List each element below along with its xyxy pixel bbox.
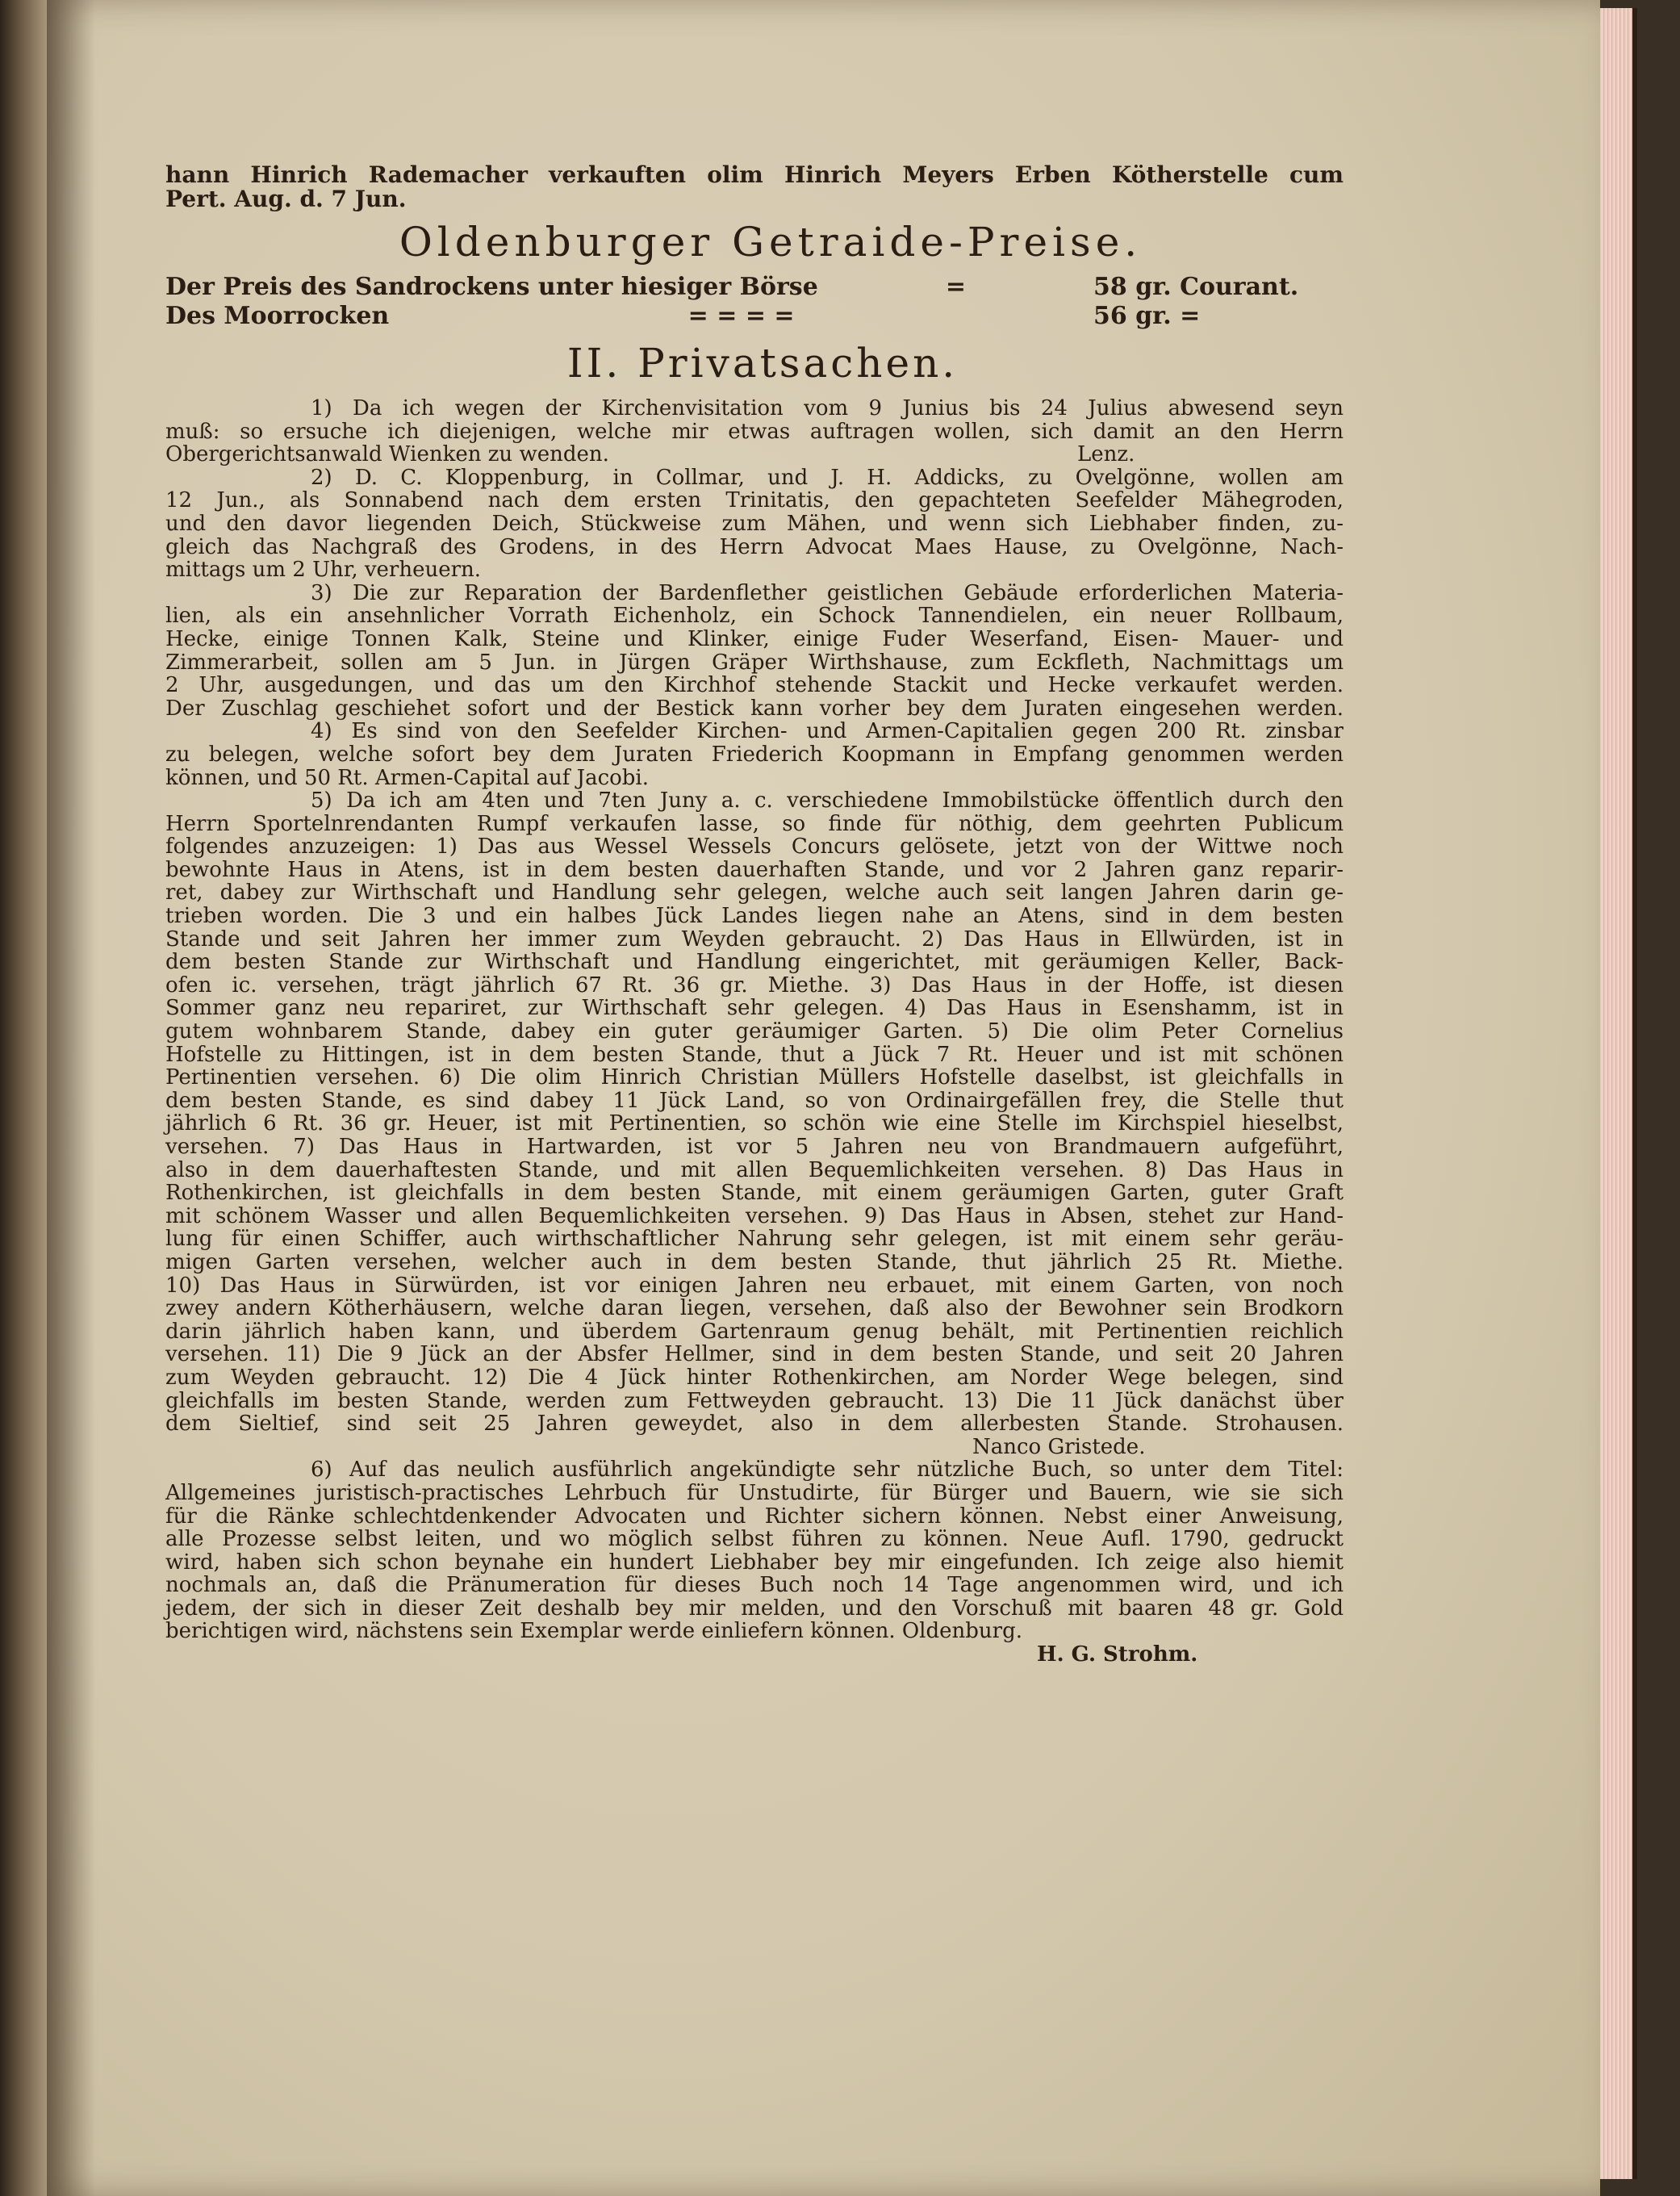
text-line [165, 443, 1344, 466]
text-line: hann Hinrich Rademacher verkauften olim Hinrich Meyers Erben Kötherstelle cum [165, 161, 1344, 188]
text-line: jedem, der sich in dieser Zeit deshalb bey mir melden, und den Vorschuß mit baaren 48 gr. Gold [165, 1596, 1344, 1621]
text-line: dem besten Stande zur Wirthschaft und Handlung eingerichtet, mit geräumigen Keller, Back- [165, 950, 1344, 975]
text-line: lien, als ein ansehnlicher Vorrath Eichenholz, ein Schock Tannendielen, ein neuer Rollbaum, [165, 604, 1344, 629]
paragraph-2 [165, 466, 1344, 582]
text-line: dem Sieltief, sind seit 25 Jahren geweydet, also in dem allerbesten Stande. Strohausen. [165, 1412, 1344, 1437]
text-line: zu belegen, welche sofort bey dem Juraten Friederich Koopmann in Empfang genommen werden [165, 742, 1344, 767]
adjacent-page-edge [0, 0, 47, 2196]
price-row [165, 302, 1344, 331]
text-line: Herrn Sportelnrendanten Rumpf verkaufen lasse, so finde für nöthig, dem geehrten Publicum [165, 811, 1344, 836]
price-value: 58 gr. Courant. [1093, 273, 1299, 301]
signature: H. G. Strohm. [1037, 1642, 1198, 1667]
text-line: muß: so ersuche ich diejenigen, welche mir etwas auftragen wollen, sich damit an den Herrn [165, 419, 1344, 444]
text-line: 10) Das Haus in Sürwürden, ist vor einigen Jahren neu erbauet, mit einem Garten, von noch [165, 1273, 1344, 1298]
text-line: mit schönem Wasser und allen Bequemlichkeiten versehen. 9) Das Haus in Absen, stehet zur Hand- [165, 1203, 1344, 1228]
page-stack-edge [1600, 8, 1637, 2179]
text-line: gleich das Nachgraß des Grodens, in des Herrn Advocat Maes Hause, zu Ovelgönne, Nach- [165, 534, 1344, 559]
text-line: Zimmerarbeit, sollen am 5 Jun. in Jürgen Gräper Wirthshause, zum Eckfleth, Nachmittags um [165, 650, 1344, 675]
text-line: Hofstelle zu Hittingen, ist in dem besten Stande, thut a Jück 7 Rt. Heuer und ist mit schönen [165, 1042, 1344, 1067]
text-line: versehen. 7) Das Haus in Hartwarden, ist vor 5 Jahren neu von Brandmauern aufgeführt, [165, 1135, 1344, 1159]
text-line: 2 Uhr, ausgedungen, und das um den Kirchhof stehende Stackit und Hecke verkaufet werden. [165, 673, 1344, 698]
text-line: gutem wohnbarem Stande, dabey ein guter geräumiger Garten. 5) Die olim Peter Cornelius [165, 1019, 1344, 1044]
signature: Lenz. [1077, 442, 1135, 467]
text-line: Hecke, einige Tonnen Kalk, Steine und Klinker, einige Fuder Weserfand, Eisen- Mauer- und [165, 626, 1344, 651]
text-line: Rothenkirchen, ist gleichfalls in dem besten Stande, mit einem geräumigen Garten, guter Graft [165, 1181, 1344, 1206]
price-label: Des Moorrocken [165, 302, 390, 330]
paragraph-3 [165, 582, 1344, 721]
text-line: und den davor liegenden Deich, Stückweise zum Mähen, und wenn sich Liebhaber finden, zu- [165, 511, 1344, 536]
price-row [165, 273, 1344, 302]
text-line: Pert. Aug. d. 7 Jun. [165, 186, 407, 212]
text-line: Der Zuschlag geschiehet sofort und der Bestick kann vorher bey dem Juraten eingesehen werden. [165, 696, 1344, 721]
text-line-content: Obergerichtsanwald Wienken zu wenden. [165, 442, 609, 467]
text-line: lung für einen Schiffer, auch wirthschaftlicher Nahrung sehr gelegen, ist mit einem sehr geräu- [165, 1227, 1344, 1252]
section-heading: II. Privatsachen. [566, 340, 959, 387]
text-line: Pertinentien versehen. 6) Die olim Hinrich Christian Müllers Hofstelle daselbst, ist gleichfalls in [165, 1065, 1344, 1090]
text-line: gleichfalls im besten Stande, werden zum Fettweyden gebraucht. 13) Die 11 Jück danächst über [165, 1388, 1344, 1413]
price-table [165, 273, 1344, 331]
text-line: dem besten Stande, es sind dabey 11 Jück Land, so von Ordinairgefällen frey, die Stelle thut [165, 1088, 1344, 1113]
text-line: 4) Es sind von den Seefelder Kirchen- und Armen-Capitalien gegen 200 Rt. zinsbar [311, 719, 1344, 744]
price-dots: = = = = [687, 302, 795, 330]
prices-heading: Oldenburger Getraide-Preise. [399, 219, 1143, 266]
text-line: nochmals an, daß die Pränumeration für dieses Buch noch 14 Tage angenommen wird, und ich [165, 1573, 1344, 1598]
text-line: 1) Da ich wegen der Kirchenvisitation vom 9 Junius bis 24 Julius abwesend seyn [311, 396, 1344, 420]
text-line: für die Ränke schlechtdenkender Advocaten und Richter sichern können. Nebst einer Anweisung, [165, 1504, 1344, 1529]
text-line: mittags um 2 Uhr, verheuern. [165, 558, 482, 583]
text-line: zwey andern Kötherhäusern, welche daran liegen, versehen, daß also der Bewohner sein Brodkorn [165, 1296, 1344, 1321]
text-line: 5) Da ich am 4ten und 7ten Juny a. c. verschiedene Immobilstücke öffentlich durch den [311, 788, 1344, 814]
text-line: darin jährlich haben kann, und überdem Gartenraum genug behält, mit Pertinentien reichlich [165, 1319, 1344, 1344]
text-line: Allgemeines juristisch-practisches Lehrbuch für Unstudirte, für Bürger und Bauern, wie sie sich [165, 1480, 1344, 1505]
text-line: Stande und seit Jahren her immer zum Weyden gebraucht. 2) Das Haus in Ellwürden, ist in [165, 927, 1344, 952]
text-line: 12 Jun., als Sonnabend nach dem ersten Trinitatis, den gepachteten Seefelder Mähegroden, [165, 488, 1344, 513]
text-line: können, und 50 Rt. Armen-Capital auf Jacobi. [165, 765, 650, 790]
text-line: bewohnte Haus in Atens, ist in dem besten dauerhaften Stande, und vor 2 Jahren ganz reparir- [165, 857, 1344, 882]
text-line: migen Garten versehen, welcher auch in dem besten Stande, thut jährlich 25 Rt. Miethe. [165, 1249, 1344, 1274]
text-line: 3) Die zur Reparation der Bardenflether geistlichen Gebäude erforderlichen Materia- [311, 580, 1344, 605]
intro-block [165, 163, 1344, 211]
paragraph-5 [165, 789, 1344, 1458]
text-line: trieben worden. Die 3 und ein halbes Jück Landes liegen nahe an Atens, sind in dem besten [165, 904, 1344, 929]
text-line: 2) D. C. Kloppenburg, in Collmar, und J. H. Addicks, zu Ovelgönne, wollen am [311, 465, 1344, 490]
page-text [165, 163, 1344, 1667]
text-line: Sommer ganz neu repariret, zur Wirthschaft sehr gelegen. 4) Das Haus in Esenshamm, ist in [165, 996, 1344, 1021]
text-line: ofen ic. versehen, trägt jährlich 67 Rt. 36 gr. Miethe. 3) Das Haus in der Hoffe, ist diesen [165, 973, 1344, 998]
spine-shadow [47, 0, 95, 2196]
price-dots: = [945, 273, 966, 301]
paragraph-6 [165, 1458, 1344, 1666]
text-line: berichtigen wird, nächstens sein Exemplar werde einliefern können. Oldenburg. [165, 1619, 1023, 1644]
price-value: 56 gr. = [1093, 302, 1201, 330]
text-line: also in dem dauerhaftesten Stande, und mit allen Bequemlichkeiten versehen. 8) Das Haus in [165, 1157, 1344, 1182]
signature: Nanco Gristede. [972, 1434, 1146, 1459]
paragraph-4 [165, 720, 1344, 789]
text-line: wird, haben sich schon beynahe ein hundert Liebhaber bey mir eingefunden. Ich zeige also hiemit [165, 1550, 1344, 1575]
text-line: versehen. 11) Die 9 Jück an der Absfer Hellmer, sind in dem besten Stande, und seit 20 Jahren [165, 1342, 1344, 1367]
price-label: Der Preis des Sandrockens unter hiesiger Börse [165, 273, 818, 301]
text-line: 6) Auf das neulich ausführlich angekündigte sehr nützliche Buch, so unter dem Titel: [311, 1458, 1344, 1483]
text-line: folgendes anzuzeigen: 1) Das aus Wessel Wessels Concurs gelösete, jetzt von der Wittwe noch [165, 834, 1344, 860]
text-line: zum Weyden gebraucht. 12) Die 4 Jück hinter Rothenkirchen, am Norder Wege belegen, sind [165, 1365, 1344, 1390]
text-line: alle Prozesse selbst leiten, und wo möglich selbst führen zu können. Neue Aufl. 1790, gedruckt [165, 1527, 1344, 1552]
text-line: jährlich 6 Rt. 36 gr. Heuer, ist mit Pertinentien, so schön wie eine Stelle im Kirchspiel hieselbst, [165, 1111, 1344, 1136]
text-line: ret, dabey zur Wirthschaft und Handlung sehr gelegen, welche auch seit langen Jahren darin ge- [165, 880, 1344, 906]
paragraph-1 [165, 397, 1344, 466]
